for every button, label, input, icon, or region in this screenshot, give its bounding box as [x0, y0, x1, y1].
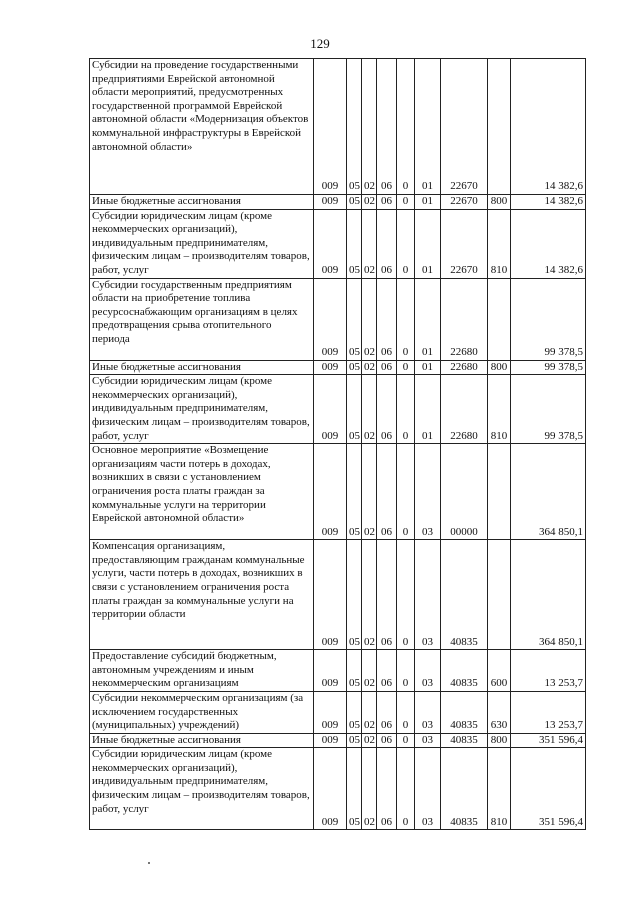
cell-amount: 351 596,4 — [511, 748, 586, 830]
cell-code-program: 06 — [377, 278, 397, 360]
cell-code-direction: 22680 — [441, 375, 488, 444]
cell-code-program: 06 — [377, 209, 397, 278]
cell-code-admin: 009 — [314, 375, 347, 444]
cell-code-program: 06 — [377, 59, 397, 195]
cell-code-subsection: 02 — [362, 748, 377, 830]
cell-code-expense-type: 600 — [488, 650, 511, 692]
table-row — [90, 540, 586, 650]
cell-code-admin: 009 — [314, 691, 347, 733]
cell-code-subprogram: 0 — [397, 733, 415, 748]
cell-code-event: 01 — [415, 59, 441, 195]
cell-code-direction: 40835 — [441, 733, 488, 748]
cell-code-direction: 40835 — [441, 540, 488, 650]
cell-code-program: 06 — [377, 444, 397, 540]
cell-code-subprogram: 0 — [397, 278, 415, 360]
cell-code-subprogram: 0 — [397, 540, 415, 650]
cell-code-direction: 22670 — [441, 59, 488, 195]
cell-code-event: 03 — [415, 748, 441, 830]
cell-code-admin: 009 — [314, 209, 347, 278]
table-row — [90, 278, 586, 360]
cell-desc: Иные бюджетные ассигнования — [90, 733, 314, 748]
table-row — [90, 209, 586, 278]
cell-code-event: 03 — [415, 444, 441, 540]
cell-desc: Основное мероприятие «Возмещение организациям части потерь в доходах, возникших в связи с установлением ограничения роста платы граждан за коммунальные услуги на территории Еврейской автономной области» — [90, 444, 314, 540]
cell-amount: 14 382,6 — [511, 59, 586, 195]
budget-table — [89, 58, 586, 830]
cell-desc: Субсидии на проведение государственными предприятиями Еврейской автономной области мероприятий, предусмотренных государственной программой Еврейской автономной области «Модернизация объектов коммунальной инфраструктуры в Еврейской автономной области» — [90, 59, 314, 195]
cell-code-admin: 009 — [314, 733, 347, 748]
cell-code-subsection: 02 — [362, 59, 377, 195]
table-row — [90, 360, 586, 375]
cell-desc: Компенсация организациям, предоставляющим гражданам коммунальные услуги, части потерь в доходах, возникших в связи с установлением ограничения роста платы граждан за коммунальные услуги на территории области — [90, 540, 314, 650]
cell-code-subprogram: 0 — [397, 375, 415, 444]
cell-code-section: 05 — [347, 59, 362, 195]
cell-code-event: 03 — [415, 540, 441, 650]
cell-code-program: 06 — [377, 195, 397, 210]
table-row — [90, 748, 586, 830]
cell-amount: 364 850,1 — [511, 444, 586, 540]
cell-amount: 13 253,7 — [511, 650, 586, 692]
cell-code-section: 05 — [347, 375, 362, 444]
cell-code-expense-type: 810 — [488, 209, 511, 278]
cell-code-direction: 22680 — [441, 360, 488, 375]
cell-code-event: 03 — [415, 733, 441, 748]
cell-code-direction: 22670 — [441, 209, 488, 278]
cell-amount: 99 378,5 — [511, 360, 586, 375]
cell-code-expense-type: 810 — [488, 748, 511, 830]
cell-code-section: 05 — [347, 540, 362, 650]
cell-amount: 99 378,5 — [511, 375, 586, 444]
cell-code-expense-type — [488, 278, 511, 360]
cell-amount: 351 596,4 — [511, 733, 586, 748]
cell-code-subprogram: 0 — [397, 444, 415, 540]
table-row — [90, 444, 586, 540]
cell-code-subprogram: 0 — [397, 650, 415, 692]
cell-code-expense-type — [488, 59, 511, 195]
cell-code-subsection: 02 — [362, 444, 377, 540]
cell-code-admin: 009 — [314, 278, 347, 360]
cell-code-direction: 40835 — [441, 691, 488, 733]
scan-speck — [148, 862, 150, 864]
cell-code-direction: 22670 — [441, 195, 488, 210]
cell-code-expense-type: 810 — [488, 375, 511, 444]
cell-code-direction: 22680 — [441, 278, 488, 360]
cell-code-subsection: 02 — [362, 733, 377, 748]
cell-code-admin: 009 — [314, 360, 347, 375]
cell-code-expense-type: 800 — [488, 195, 511, 210]
cell-code-subsection: 02 — [362, 540, 377, 650]
cell-code-event: 03 — [415, 650, 441, 692]
cell-amount: 99 378,5 — [511, 278, 586, 360]
cell-code-direction: 40835 — [441, 748, 488, 830]
cell-code-subprogram: 0 — [397, 59, 415, 195]
cell-desc: Субсидии государственным предприятиям области на приобретение топлива ресурсоснабжающим организациям в целях предотвращения срыва отопительного периода — [90, 278, 314, 360]
cell-code-section: 05 — [347, 691, 362, 733]
cell-code-event: 01 — [415, 209, 441, 278]
cell-amount: 14 382,6 — [511, 195, 586, 210]
cell-desc: Субсидии некоммерческим организациям (за исключением государственных (муниципальных) учреждений) — [90, 691, 314, 733]
cell-desc: Субсидии юридическим лицам (кроме некоммерческих организаций), индивидуальным предпринимателям, физическим лицам – производителям товаров, работ, услуг — [90, 748, 314, 830]
cell-desc: Иные бюджетные ассигнования — [90, 195, 314, 210]
cell-desc: Субсидии юридическим лицам (кроме некоммерческих организаций), индивидуальным предпринимателям, физическим лицам – производителям товаров, работ, услуг — [90, 375, 314, 444]
cell-code-direction: 00000 — [441, 444, 488, 540]
cell-code-event: 01 — [415, 360, 441, 375]
cell-code-event: 01 — [415, 375, 441, 444]
cell-code-program: 06 — [377, 650, 397, 692]
cell-code-subprogram: 0 — [397, 748, 415, 830]
cell-code-admin: 009 — [314, 540, 347, 650]
cell-code-program: 06 — [377, 748, 397, 830]
cell-code-section: 05 — [347, 360, 362, 375]
cell-code-subprogram: 0 — [397, 195, 415, 210]
cell-code-section: 05 — [347, 278, 362, 360]
cell-amount: 13 253,7 — [511, 691, 586, 733]
cell-code-admin: 009 — [314, 444, 347, 540]
cell-code-program: 06 — [377, 733, 397, 748]
cell-code-section: 05 — [347, 209, 362, 278]
cell-code-section: 05 — [347, 444, 362, 540]
cell-code-subprogram: 0 — [397, 691, 415, 733]
cell-code-expense-type: 800 — [488, 360, 511, 375]
cell-code-program: 06 — [377, 540, 397, 650]
cell-code-admin: 009 — [314, 650, 347, 692]
cell-code-expense-type — [488, 444, 511, 540]
cell-code-expense-type — [488, 540, 511, 650]
cell-desc: Субсидии юридическим лицам (кроме некоммерческих организаций), индивидуальным предпринимателям, физическим лицам – производителям товаров, работ, услуг — [90, 209, 314, 278]
table-row — [90, 195, 586, 210]
cell-code-subsection: 02 — [362, 195, 377, 210]
cell-code-program: 06 — [377, 360, 397, 375]
cell-code-subsection: 02 — [362, 691, 377, 733]
table-row — [90, 650, 586, 692]
cell-code-subsection: 02 — [362, 650, 377, 692]
cell-code-subsection: 02 — [362, 375, 377, 444]
table-row — [90, 733, 586, 748]
cell-desc: Иные бюджетные ассигнования — [90, 360, 314, 375]
cell-code-subsection: 02 — [362, 360, 377, 375]
cell-code-subsection: 02 — [362, 209, 377, 278]
cell-code-admin: 009 — [314, 748, 347, 830]
cell-code-subprogram: 0 — [397, 209, 415, 278]
cell-code-event: 01 — [415, 278, 441, 360]
cell-amount: 364 850,1 — [511, 540, 586, 650]
cell-code-section: 05 — [347, 748, 362, 830]
cell-code-expense-type: 630 — [488, 691, 511, 733]
cell-code-program: 06 — [377, 691, 397, 733]
table-row — [90, 375, 586, 444]
cell-code-program: 06 — [377, 375, 397, 444]
cell-code-admin: 009 — [314, 195, 347, 210]
cell-code-admin: 009 — [314, 59, 347, 195]
cell-code-section: 05 — [347, 650, 362, 692]
page-number: 129 — [310, 36, 330, 51]
cell-code-event: 01 — [415, 195, 441, 210]
cell-code-subprogram: 0 — [397, 360, 415, 375]
table-row — [90, 691, 586, 733]
table-row — [90, 59, 586, 195]
cell-code-direction: 40835 — [441, 650, 488, 692]
cell-code-expense-type: 800 — [488, 733, 511, 748]
cell-desc: Предоставление субсидий бюджетным, автономным учреждениям и иным некоммерческим организациям — [90, 650, 314, 692]
cell-code-section: 05 — [347, 733, 362, 748]
cell-code-subsection: 02 — [362, 278, 377, 360]
cell-amount: 14 382,6 — [511, 209, 586, 278]
cell-code-event: 03 — [415, 691, 441, 733]
cell-code-section: 05 — [347, 195, 362, 210]
